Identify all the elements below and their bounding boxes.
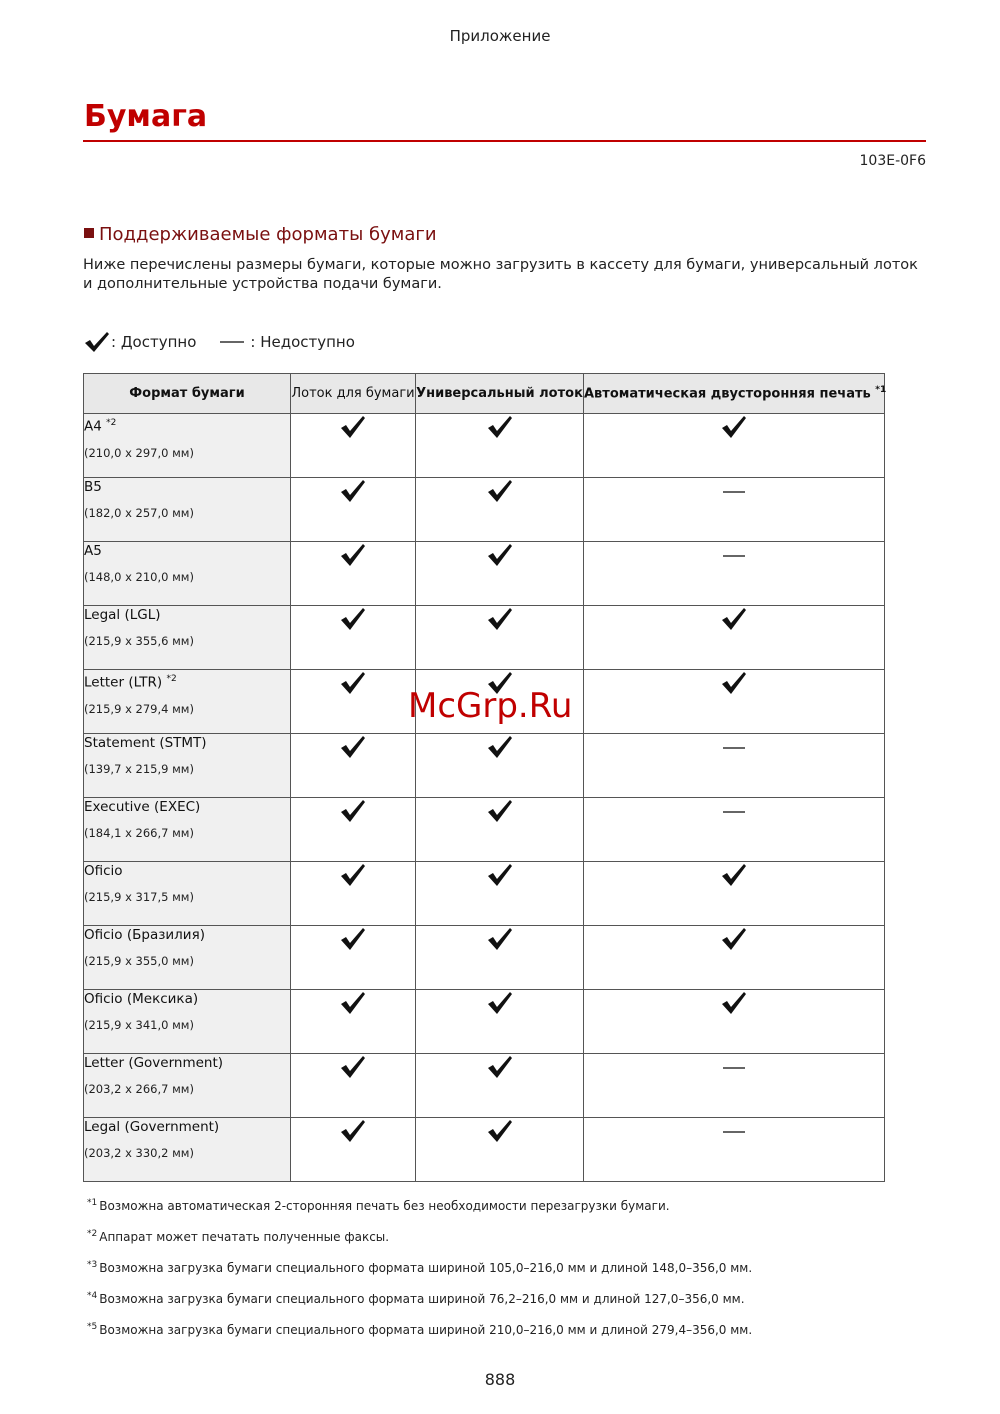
column-header-format: Формат бумаги [84, 374, 291, 414]
format-name-text: Letter (LTR) [84, 674, 163, 691]
table-row [84, 798, 885, 862]
multipurpose-tray-cell [416, 478, 584, 542]
footnote-text: Возможна автоматическая 2-сторонняя печать без необходимости перезагрузки бумаги. [99, 1199, 670, 1213]
check-icon [339, 478, 367, 504]
multipurpose-tray-cell [416, 542, 584, 606]
format-name-text: Legal (LGL) [84, 607, 161, 623]
format-name-text: Oficio [84, 863, 123, 879]
paper-tray-cell [291, 414, 416, 478]
paper-tray-cell [291, 734, 416, 798]
dash-icon [723, 811, 745, 813]
check-icon [83, 330, 111, 354]
check-icon [486, 478, 514, 504]
multipurpose-tray-cell [416, 798, 584, 862]
format-name-text: A5 [84, 543, 102, 559]
format-cell [84, 862, 291, 926]
duplex-cell [584, 606, 885, 670]
table-row [84, 478, 885, 542]
format-name [84, 734, 290, 752]
footnote-mark: *5 [87, 1322, 98, 1332]
check-icon [339, 862, 367, 888]
title-divider [83, 140, 926, 142]
check-icon [339, 670, 367, 696]
format-cell [84, 734, 291, 798]
check-icon [720, 926, 748, 952]
format-cell [84, 414, 291, 478]
table-row [84, 926, 885, 990]
table-row [84, 1054, 885, 1118]
multipurpose-tray-cell [416, 990, 584, 1054]
document-code: 103E-0F6 [859, 153, 926, 169]
legend-available-label: : Доступно [111, 333, 197, 351]
paper-tray-cell [291, 862, 416, 926]
footnote-text: Возможна загрузка бумаги специального формата шириной 105,0–216,0 мм и длиной 148,0–356,0 мм. [99, 1261, 753, 1275]
footnote-mark: *3 [87, 1260, 98, 1270]
table-row [84, 1118, 885, 1182]
format-dimensions: (148,0 x 210,0 мм) [84, 570, 194, 584]
footnote-ref: *2 [166, 674, 177, 684]
duplex-cell [584, 414, 885, 478]
footnote-text: Аппарат может печатать полученные факсы. [99, 1230, 390, 1244]
format-name [84, 926, 290, 944]
paper-tray-cell [291, 670, 416, 734]
column-header-multipurpose-tray: Универсальный лоток [416, 374, 584, 414]
footnote-text: Возможна загрузка бумаги специального формата шириной 210,0–216,0 мм и длиной 279,4–356,0 мм. [99, 1323, 753, 1337]
duplex-cell [584, 670, 885, 734]
dash-icon [723, 491, 745, 493]
format-cell [84, 1054, 291, 1118]
dash-icon [723, 1067, 745, 1069]
footnote [87, 1227, 752, 1244]
duplex-cell [584, 798, 885, 862]
check-icon [339, 414, 367, 440]
footnote-mark: *4 [87, 1291, 98, 1301]
format-cell [84, 670, 291, 734]
duplex-cell [584, 1118, 885, 1182]
section-heading [84, 224, 437, 245]
multipurpose-tray-cell [416, 926, 584, 990]
check-icon [339, 734, 367, 760]
check-icon [720, 606, 748, 632]
legend-unavailable-label: : Недоступно [250, 333, 355, 351]
format-name-text: Statement (STMT) [84, 735, 207, 751]
check-icon [720, 670, 748, 696]
section-heading-text: Поддерживаемые форматы бумаги [99, 224, 437, 245]
footnote-text: Возможна загрузка бумаги специального формата шириной 76,2–216,0 мм и длиной 127,0–356,0 мм. [99, 1292, 745, 1306]
check-icon [486, 990, 514, 1016]
square-bullet-icon [84, 228, 94, 238]
format-name [84, 990, 290, 1008]
format-dimensions: (215,9 x 355,0 мм) [84, 954, 194, 968]
multipurpose-tray-cell [416, 734, 584, 798]
format-name-text: B5 [84, 479, 102, 495]
check-icon [486, 1054, 514, 1080]
format-cell [84, 606, 291, 670]
footnote-mark: *1 [87, 1198, 98, 1208]
paper-tray-cell [291, 1118, 416, 1182]
check-icon [339, 542, 367, 568]
duplex-cell [584, 1054, 885, 1118]
dash-icon [723, 555, 745, 557]
multipurpose-tray-cell [416, 606, 584, 670]
duplex-cell [584, 478, 885, 542]
paper-tray-cell [291, 990, 416, 1054]
format-cell [84, 990, 291, 1054]
table-row [84, 606, 885, 670]
dash-icon [723, 1131, 745, 1133]
check-icon [339, 1054, 367, 1080]
format-name-text: Executive (EXEC) [84, 799, 201, 815]
format-name [84, 478, 290, 496]
format-name [84, 798, 290, 816]
column-header-duplex [584, 374, 885, 414]
format-name [84, 414, 290, 436]
paper-tray-cell [291, 542, 416, 606]
format-dimensions: (182,0 x 257,0 мм) [84, 506, 194, 520]
format-name-text: Letter (Government) [84, 1055, 224, 1071]
paper-tray-cell [291, 606, 416, 670]
duplex-cell [584, 990, 885, 1054]
table-row [84, 990, 885, 1054]
footnote [87, 1196, 752, 1213]
footnote-ref: *2 [106, 418, 117, 428]
format-dimensions: (203,2 x 330,2 мм) [84, 1146, 194, 1160]
check-icon [486, 606, 514, 632]
table-header-row [84, 374, 885, 414]
format-name-text: Legal (Government) [84, 1119, 220, 1135]
footnotes [87, 1196, 752, 1351]
format-name [84, 670, 290, 692]
intro-paragraph: Ниже перечислены размеры бумаги, которые можно загрузить в кассету для бумаги, универсальный лоток и дополнительные устройства подачи бумаги. [83, 257, 918, 292]
paper-tray-cell [291, 1054, 416, 1118]
footnote [87, 1289, 752, 1306]
duplex-cell [584, 542, 885, 606]
watermark: McGrp.Ru [408, 686, 573, 726]
format-dimensions: (203,2 x 266,7 мм) [84, 1082, 194, 1096]
format-name-text: Oficio (Мексика) [84, 991, 199, 1007]
format-name [84, 1054, 290, 1072]
column-header-paper-tray: Лоток для бумаги [291, 374, 416, 414]
check-icon [486, 926, 514, 952]
format-dimensions: (215,9 x 279,4 мм) [84, 701, 194, 716]
table-row [84, 862, 885, 926]
multipurpose-tray-cell [416, 1054, 584, 1118]
format-name-text: A4 [84, 418, 102, 435]
check-icon [486, 1118, 514, 1144]
multipurpose-tray-cell [416, 1118, 584, 1182]
table-row [84, 542, 885, 606]
duplex-cell [584, 862, 885, 926]
page-title: Бумага [84, 99, 208, 134]
format-dimensions: (210,0 x 297,0 мм) [84, 445, 194, 460]
check-icon [486, 734, 514, 760]
format-dimensions: (215,9 x 355,6 мм) [84, 634, 194, 648]
format-dimensions: (139,7 x 215,9 мм) [84, 762, 194, 776]
multipurpose-tray-cell [416, 414, 584, 478]
check-icon [486, 862, 514, 888]
format-cell [84, 1118, 291, 1182]
format-name [84, 862, 290, 880]
footnote-ref: *1 [875, 385, 887, 396]
check-icon [339, 990, 367, 1016]
legend [83, 330, 355, 354]
paper-tray-cell [291, 926, 416, 990]
footnote-mark: *2 [87, 1229, 98, 1239]
dash-icon [220, 341, 244, 343]
check-icon [339, 926, 367, 952]
check-icon [720, 990, 748, 1016]
footnote [87, 1320, 752, 1337]
check-icon [486, 414, 514, 440]
format-dimensions: (215,9 x 341,0 мм) [84, 1018, 194, 1032]
footnote [87, 1258, 752, 1275]
check-icon [339, 606, 367, 632]
check-icon [720, 414, 748, 440]
dash-icon [723, 747, 745, 749]
paper-formats-table [83, 373, 885, 1182]
duplex-cell [584, 926, 885, 990]
table-row [84, 414, 885, 478]
table-row [84, 734, 885, 798]
paper-tray-cell [291, 798, 416, 862]
check-icon [486, 798, 514, 824]
multipurpose-tray-cell [416, 862, 584, 926]
check-icon [339, 798, 367, 824]
format-dimensions: (184,1 x 266,7 мм) [84, 826, 194, 840]
format-name [84, 606, 290, 624]
check-icon [720, 862, 748, 888]
page-number: 888 [484, 1370, 516, 1389]
format-cell [84, 926, 291, 990]
format-name [84, 1118, 290, 1136]
check-icon [486, 542, 514, 568]
running-header: Приложение [449, 27, 551, 45]
format-cell [84, 542, 291, 606]
format-cell [84, 478, 291, 542]
paper-tray-cell [291, 478, 416, 542]
format-dimensions: (215,9 x 317,5 мм) [84, 890, 194, 904]
format-name [84, 542, 290, 560]
column-header-duplex-label: Автоматическая двусторонняя печать [584, 386, 871, 402]
format-name-text: Oficio (Бразилия) [84, 927, 205, 943]
format-cell [84, 798, 291, 862]
duplex-cell [584, 734, 885, 798]
check-icon [339, 1118, 367, 1144]
